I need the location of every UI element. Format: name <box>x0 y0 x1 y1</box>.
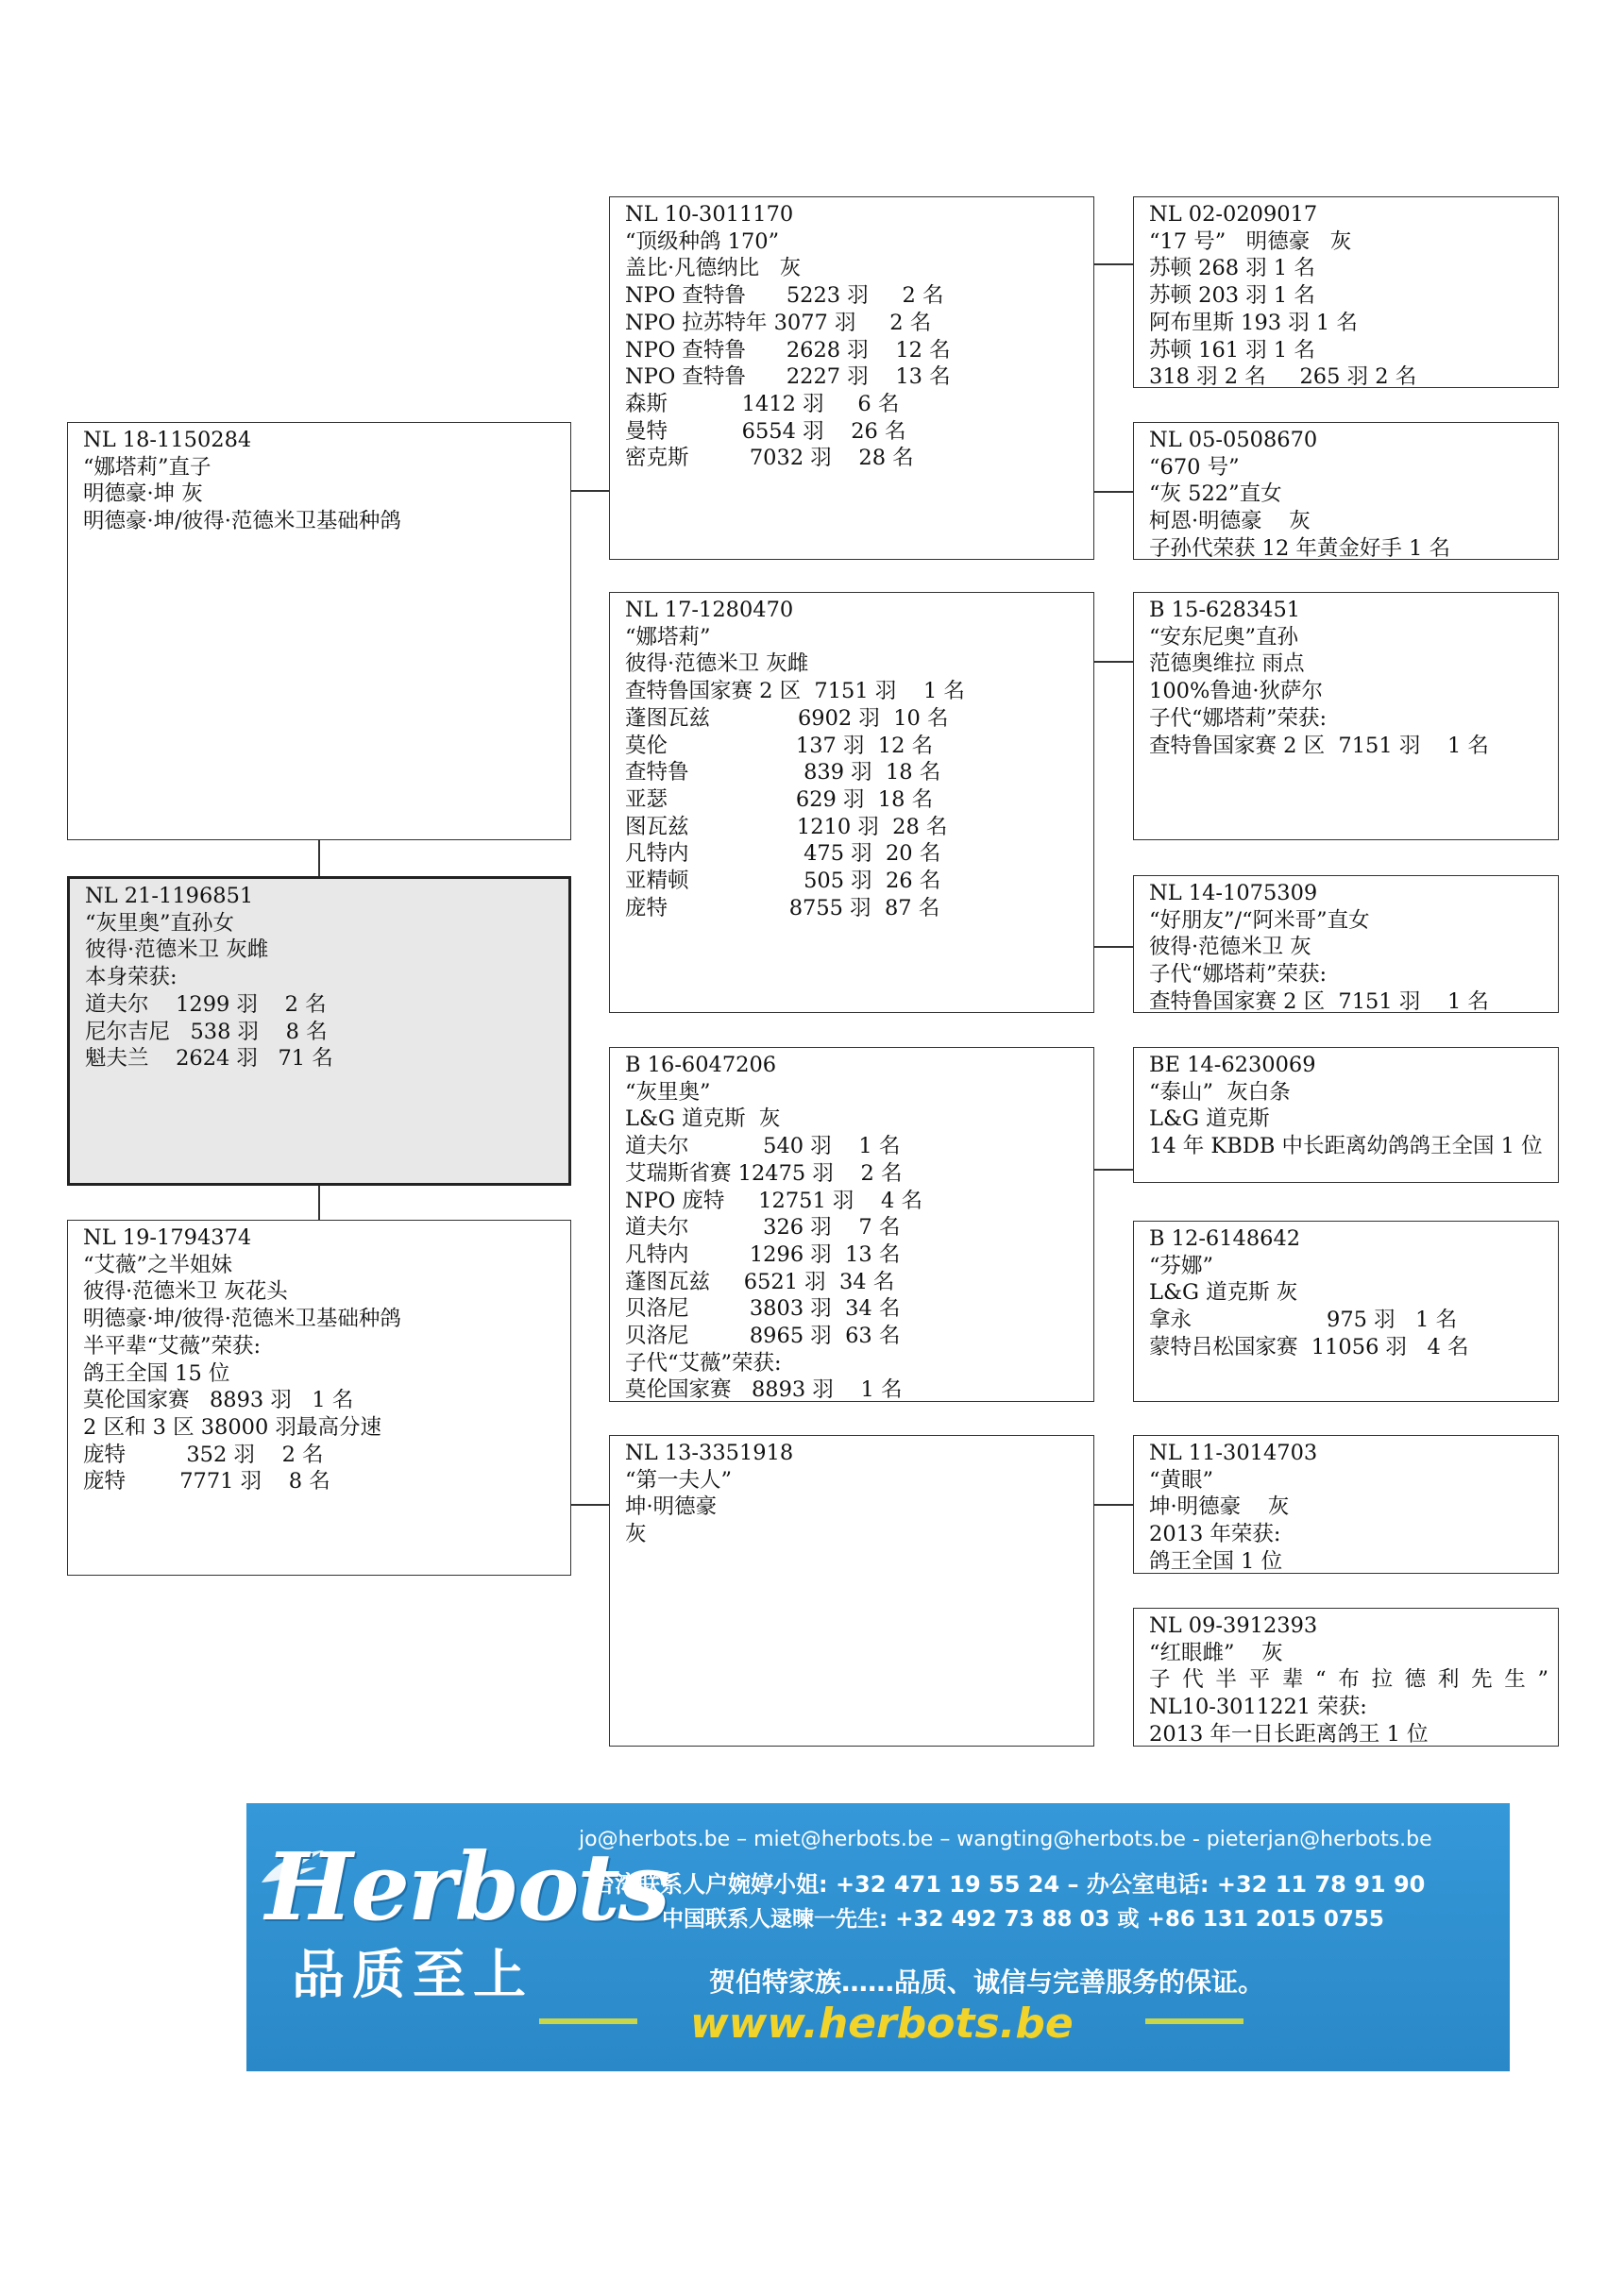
pedigree-line: 阿布里斯 193 羽 1 名 <box>1149 310 1358 335</box>
website-link[interactable]: www.herbots.be <box>690 2000 1074 2048</box>
pedigree-line: “灰里奥” <box>625 1079 711 1105</box>
pedigree-box-sire <box>67 422 571 840</box>
pedigree-line: 子孙代荣获 12 年黄金好手 1 名 <box>1149 535 1451 561</box>
pedigree-line: “灰里奥”直孙女 <box>85 910 235 936</box>
ring-number: NL 21-1196851 <box>85 884 254 908</box>
pedigree-line: NPO 查特鲁 2628 羽 12 名 <box>625 337 951 363</box>
pedigree-line: NPO 查特鲁 5223 羽 2 名 <box>625 283 944 309</box>
pedigree-line: NL10-3011221 荣获: <box>1149 1695 1367 1720</box>
pedigree-line: 庞特 8755 羽 87 名 <box>625 895 940 920</box>
pedigree-line: “红眼雌” 灰 <box>1149 1640 1283 1665</box>
pedigree-line: 道夫尔 1299 羽 2 名 <box>85 991 327 1017</box>
pedigree-box-ssd <box>1133 422 1559 560</box>
pedigree-line: NPO 查特鲁 2227 羽 13 名 <box>625 364 951 390</box>
pedigree-line: 莫伦 137 羽 12 名 <box>625 733 934 758</box>
pedigree-line: 2013 年荣获: <box>1149 1522 1281 1547</box>
pedigree-line: 蓬图瓦兹 6902 羽 10 名 <box>625 705 949 731</box>
pedigree-box-dss <box>1133 1047 1559 1183</box>
pedigree-line: “黄眼” <box>1149 1467 1214 1493</box>
pedigree-line: 亚瑟 629 羽 18 名 <box>625 786 934 812</box>
pedigree-line: 庞特 7771 羽 8 名 <box>83 1469 330 1494</box>
pedigree-line: L&G 道克斯 灰 <box>625 1106 781 1132</box>
pedigree-line: 森斯 1412 羽 6 名 <box>625 391 900 416</box>
herbots-banner <box>246 1803 1510 2071</box>
pedigree-line: 拿永 975 羽 1 名 <box>1149 1308 1458 1333</box>
ring-number: NL 14-1075309 <box>1149 881 1318 905</box>
china-contact: 中国联系人逯暕一先生: +32 492 73 88 03 或 +86 131 2015 0755 <box>662 1907 1384 1932</box>
ring-number: NL 05-0508670 <box>1149 428 1318 452</box>
pedigree-line: “好朋友”/“阿米哥”直女 <box>1149 907 1370 933</box>
ring-number: NL 13-3351918 <box>625 1441 794 1465</box>
pedigree-line: 鸽王全国 1 位 <box>1149 1548 1283 1574</box>
pedigree-box-sire-dam <box>609 592 1094 1013</box>
ring-number: NL 18-1150284 <box>83 428 252 452</box>
pedigree-box-sds <box>1133 592 1559 840</box>
pedigree-line: 彼得·范德米卫 灰花头 <box>83 1279 288 1305</box>
connector <box>1093 1504 1133 1506</box>
pedigree-line: 灰 <box>625 1522 647 1547</box>
ring-number: NL 19-1794374 <box>83 1225 252 1250</box>
pedigree-line: 318 羽 2 名 265 羽 2 名 <box>1149 364 1417 390</box>
connector <box>318 1186 320 1220</box>
connector <box>1093 1169 1133 1171</box>
pedigree-line: “安东尼奥”直孙 <box>1149 624 1299 650</box>
ring-number: NL 17-1280470 <box>625 598 794 622</box>
pedigree-box-sss <box>1133 196 1559 388</box>
slogan: 品质至上 <box>292 1945 533 2006</box>
pedigree-line: “艾薇”之半姐妹 <box>83 1252 233 1277</box>
pedigree-box-subject <box>67 876 571 1186</box>
ring-number: NL 10-3011170 <box>625 202 794 227</box>
pedigree-line: 尼尔吉尼 538 羽 8 名 <box>85 1019 328 1044</box>
ring-number: NL 11-3014703 <box>1149 1441 1318 1465</box>
ring-number: NL 09-3912393 <box>1149 1613 1318 1638</box>
pedigree-box-dam <box>67 1220 571 1576</box>
connector <box>570 490 609 492</box>
pedigree-line: 凡特内 1296 羽 13 名 <box>625 1241 901 1267</box>
taiwan-contact: 台湾联系人户婉婷小姐: +32 471 19 55 24 – 办公室电话: +32 11 78 91 90 <box>592 1871 1426 1898</box>
pedigree-line: 子代半平辈“布拉德利先生” <box>1149 1667 1548 1693</box>
connector <box>1093 491 1133 493</box>
herbots-logo: Herbots <box>265 1833 668 1942</box>
pedigree-line: 明德豪·坤/彼得·范德米卫基础种鸽 <box>83 509 401 534</box>
pedigree-box-sire-sire <box>609 196 1094 560</box>
connector <box>570 1504 609 1506</box>
pedigree-line: 查特鲁国家赛 2 区 7151 羽 1 名 <box>1149 988 1489 1014</box>
pedigree-line: 魁夫兰 2624 羽 71 名 <box>85 1046 333 1072</box>
divider-bar <box>539 2018 637 2024</box>
ring-number: B 15-6283451 <box>1149 598 1301 622</box>
pedigree-line: 本身荣获: <box>85 965 178 990</box>
pedigree-line: 道夫尔 326 羽 7 名 <box>625 1215 901 1241</box>
pedigree-line: 曼特 6554 羽 26 名 <box>625 418 906 444</box>
pedigree-line: 明德豪·坤 灰 <box>83 481 203 507</box>
pedigree-line: NPO 庞特 12751 羽 4 名 <box>625 1188 922 1213</box>
pedigree-line: “顶级种鸽 170” <box>625 228 780 254</box>
pedigree-line: “泰山” 灰白条 <box>1149 1079 1291 1105</box>
connector <box>318 840 320 876</box>
pedigree-line: 艾瑞斯省赛 12475 羽 2 名 <box>625 1160 903 1186</box>
pedigree-line: 亚精顿 505 羽 26 名 <box>625 869 941 894</box>
pedigree-line: L&G 道克斯 灰 <box>1149 1280 1298 1306</box>
pedigree-line: 莫伦国家赛 8893 羽 1 名 <box>83 1388 354 1413</box>
pedigree-line: 凡特内 475 羽 20 名 <box>625 841 941 867</box>
pedigree-line: 范德奥维拉 雨点 <box>1149 651 1305 677</box>
pedigree-line: 子代“娜塔莉”荣获: <box>1149 705 1328 731</box>
ring-number: NL 02-0209017 <box>1149 202 1318 227</box>
ring-number: B 12-6148642 <box>1149 1226 1301 1251</box>
pedigree-line: “芬娜” <box>1149 1253 1214 1278</box>
pedigree-line: L&G 道克斯 <box>1149 1106 1270 1132</box>
pedigree-line: “娜塔莉” <box>625 624 711 650</box>
divider-bar <box>1145 2018 1243 2024</box>
pedigree-line: 100%鲁迪·狄萨尔 <box>1149 679 1323 704</box>
tagline: 贺伯特家族……品质、诚信与完善服务的保证。 <box>709 1967 1265 1998</box>
pedigree-line: “670 号” <box>1149 454 1240 480</box>
pedigree-line: 鸽王全国 15 位 <box>83 1360 230 1386</box>
connector <box>1093 263 1133 265</box>
pedigree-line: 苏顿 268 羽 1 名 <box>1149 256 1315 281</box>
pedigree-box-dam-dam <box>609 1435 1094 1747</box>
pedigree-line: 柯恩·明德豪 灰 <box>1149 509 1311 534</box>
pedigree-line: 坤·明德豪 <box>625 1494 718 1520</box>
pedigree-line: 盖比·凡德纳比 灰 <box>625 256 802 281</box>
connector <box>1093 661 1133 663</box>
pedigree-line: 查特鲁国家赛 2 区 7151 羽 1 名 <box>1149 733 1489 758</box>
pedigree-line: 道夫尔 540 羽 1 名 <box>625 1134 901 1159</box>
pedigree-line: 彼得·范德米卫 灰雌 <box>85 937 269 963</box>
pedigree-line: 子代“艾薇”荣获: <box>625 1350 782 1376</box>
pedigree-box-dsd <box>1133 1221 1559 1402</box>
pedigree-line: 明德豪·坤/彼得·范德米卫基础种鸽 <box>83 1307 401 1332</box>
pedigree-line: 苏顿 161 羽 1 名 <box>1149 337 1315 363</box>
pedigree-line: 查特鲁 839 羽 18 名 <box>625 760 941 785</box>
pedigree-line: 2 区和 3 区 38000 羽最高分速 <box>83 1414 381 1440</box>
pedigree-line: 子代“娜塔莉”荣获: <box>1149 962 1328 988</box>
pedigree-line: 坤·明德豪 灰 <box>1149 1494 1290 1520</box>
pedigree-line: 贝洛尼 3803 羽 34 名 <box>625 1296 901 1322</box>
pedigree-line: “17 号” 明德豪 灰 <box>1149 228 1352 254</box>
pedigree-line: 苏顿 203 羽 1 名 <box>1149 283 1315 309</box>
pedigree-line: 庞特 352 羽 2 名 <box>83 1442 324 1467</box>
pedigree-line: 彼得·范德米卫 灰雌 <box>625 651 809 677</box>
pedigree-line: 蒙特吕松国家赛 11056 羽 4 名 <box>1149 1334 1469 1359</box>
pedigree-line: “灰 522”直女 <box>1149 481 1282 507</box>
pedigree-line: 2013 年一日长距离鸽王 1 位 <box>1149 1721 1429 1747</box>
pedigree-box-dds <box>1133 1435 1559 1574</box>
pedigree-box-dam-sire <box>609 1047 1094 1402</box>
pedigree-line: 蓬图瓦兹 6521 羽 34 名 <box>625 1269 895 1294</box>
pedigree-line: 半平辈“艾薇”荣获: <box>83 1333 262 1359</box>
pedigree-line: 密克斯 7032 羽 28 名 <box>625 446 914 471</box>
pedigree-line: 莫伦国家赛 8893 羽 1 名 <box>625 1377 903 1403</box>
pedigree-line: “第一夫人” <box>625 1467 733 1493</box>
pedigree-line: 查特鲁国家赛 2 区 7151 羽 1 名 <box>625 679 965 704</box>
pedigree-line: 贝洛尼 8965 羽 63 名 <box>625 1324 901 1349</box>
pedigree-line: 14 年 KBDB 中长距离幼鸽鸽王全国 1 位 <box>1149 1134 1543 1159</box>
connector <box>1093 946 1133 948</box>
ring-number: B 16-6047206 <box>625 1053 777 1077</box>
ring-number: BE 14-6230069 <box>1149 1053 1316 1077</box>
pedigree-line: NPO 拉苏特年 3077 羽 2 名 <box>625 310 932 335</box>
pedigree-box-sdd <box>1133 875 1559 1013</box>
pedigree-box-ddd <box>1133 1608 1559 1747</box>
pedigree-line: 彼得·范德米卫 灰 <box>1149 935 1311 960</box>
email-addresses: jo@herbots.be – miet@herbots.be – wangting@herbots.be - pieterjan@herbots.be <box>579 1828 1432 1851</box>
pedigree-line: 图瓦兹 1210 羽 28 名 <box>625 814 948 839</box>
pedigree-line: “娜塔莉”直子 <box>83 454 211 480</box>
